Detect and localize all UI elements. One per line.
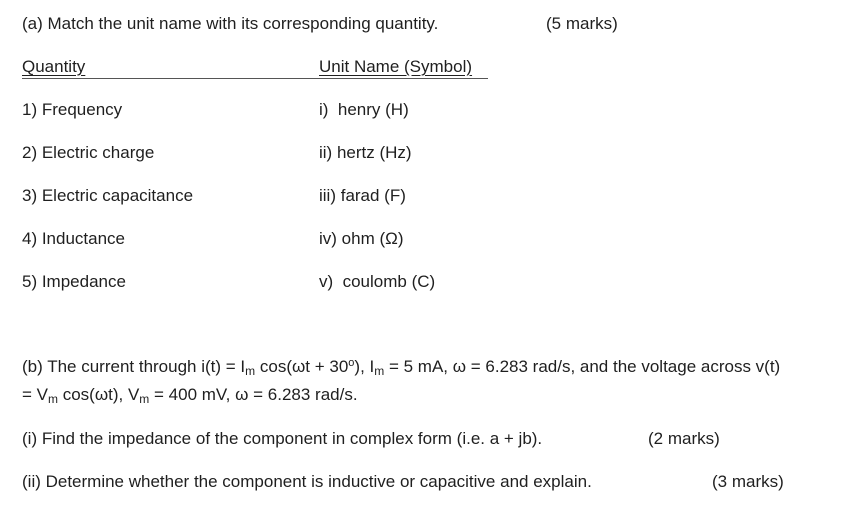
unit-item: v) coulomb (C) — [319, 272, 436, 291]
quantity-item: 1) Frequency — [22, 100, 123, 119]
part-b-question-1-marks: (2 marks) — [648, 429, 720, 448]
unit-item: iv) ohm (Ω) — [319, 229, 404, 248]
quantity-item: 3) Electric capacitance — [22, 186, 194, 205]
part-b-line-1: (b) The current through $i(t) = I_m$ $\cos(\omega t + 30^o)$, $I_m = 5$ mA, ω = 6.283 rad/s, and the voltage across v(t) — [22, 357, 781, 378]
header-unit: Unit Name (Symbol) — [319, 57, 473, 76]
part-b-question-2-marks: (3 marks) — [712, 472, 784, 491]
unit-item: ii) hertz (Hz) — [319, 143, 412, 162]
part-b-question-1: (i) Find the impedance of the component in complex form (i.e. a + jb). — [22, 429, 543, 448]
header-underline — [22, 78, 488, 79]
quantity-item: 4) Inductance — [22, 229, 126, 248]
quantity-item: 5) Impedance — [22, 272, 126, 291]
part-b-line-2: = $V_m$ cos(ωt), $V_m = 400$ mV, ω = 6.283 rad/s. — [22, 385, 358, 406]
part-b-question-2: (ii) Determine whether the component is inductive or capacitive and explain. — [22, 472, 592, 491]
part-a-prompt: (a) Match the unit name with its corresponding quantity. — [22, 14, 439, 33]
quantity-item: 2) Electric charge — [22, 143, 155, 162]
unit-item: iii) farad (F) — [319, 186, 406, 205]
part-a-marks: (5 marks) — [546, 14, 618, 33]
unit-item: i) henry (H) — [319, 100, 409, 119]
header-quantity: Quantity — [22, 57, 86, 76]
